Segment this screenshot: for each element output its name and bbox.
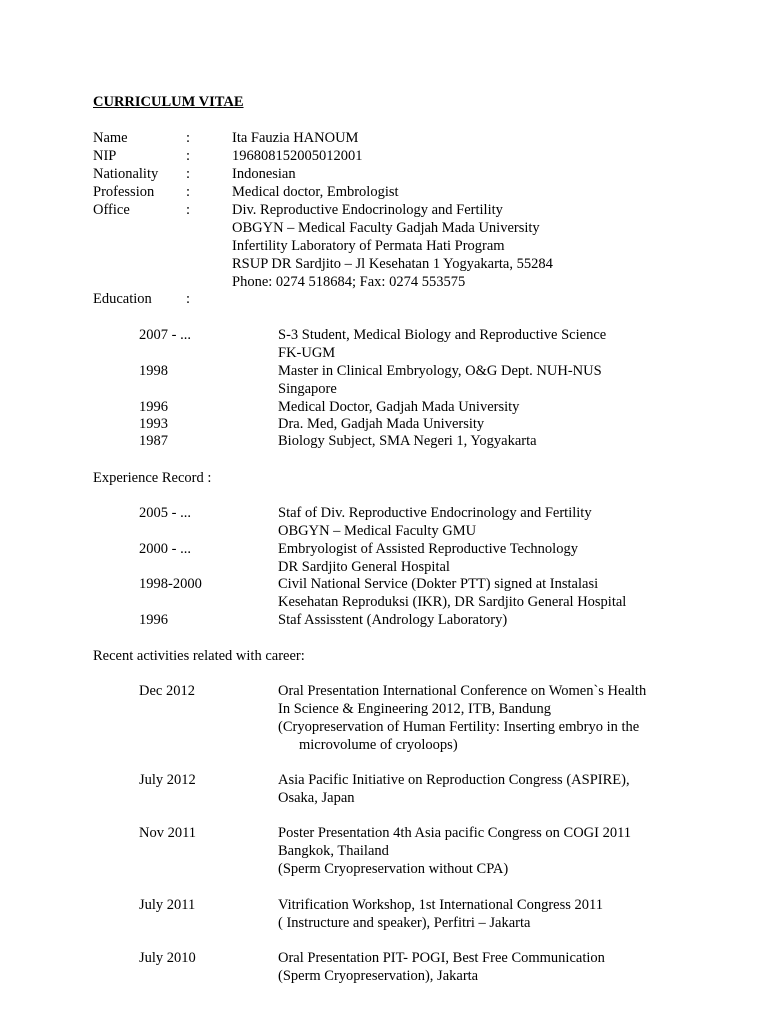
education-line: Dra. Med, Gadjah Mada University bbox=[278, 416, 485, 432]
nationality-colon: : bbox=[186, 166, 191, 182]
experience-line: Staf of Div. Reproductive Endocrinology and Fertility bbox=[278, 505, 592, 521]
education-year: 1993 bbox=[139, 416, 168, 432]
education-line: Biology Subject, SMA Negeri 1, Yogyakarta bbox=[278, 433, 537, 449]
education-year: 1987 bbox=[139, 433, 168, 449]
activity-date: July 2012 bbox=[139, 772, 196, 788]
experience-line: OBGYN – Medical Faculty GMU bbox=[278, 523, 477, 539]
activity-date: July 2011 bbox=[139, 897, 196, 913]
activity-line: microvolume of cryoloops) bbox=[299, 737, 458, 753]
education-year: 1998 bbox=[139, 363, 168, 379]
education-line: Master in Clinical Embryology, O&G Dept. NUH-NUS bbox=[278, 363, 602, 379]
activities-heading: Recent activities related with career: bbox=[93, 648, 305, 664]
activity-line: In Science & Engineering 2012, ITB, Bandung bbox=[278, 701, 552, 717]
experience-year: 1998-2000 bbox=[139, 576, 202, 592]
activity-line: Oral Presentation PIT- POGI, Best Free Communication bbox=[278, 950, 605, 966]
activity-line: Asia Pacific Initiative on Reproduction Congress (ASPIRE), bbox=[278, 772, 630, 788]
nationality-label: Nationality bbox=[93, 166, 159, 182]
education-line: Singapore bbox=[278, 381, 337, 397]
experience-heading: Experience Record : bbox=[93, 470, 212, 486]
activity-line: (Sperm Cryopreservation without CPA) bbox=[278, 861, 509, 877]
profession-value: Medical doctor, Embrologist bbox=[232, 184, 399, 200]
experience-line: Civil National Service (Dokter PTT) signed at Instalasi bbox=[278, 576, 599, 592]
activity-date: Nov 2011 bbox=[139, 825, 197, 841]
activity-line: Oral Presentation International Conference on Women`s Health bbox=[278, 683, 647, 699]
document-title: CURRICULUM VITAE bbox=[93, 94, 244, 110]
activity-line: ( Instructure and speaker), Perfitri – Jakarta bbox=[278, 915, 531, 931]
experience-year: 1996 bbox=[139, 612, 168, 628]
education-heading: Education bbox=[93, 291, 152, 307]
experience-line: Embryologist of Assisted Reproductive Technology bbox=[278, 541, 578, 557]
office-line: Infertility Laboratory of Permata Hati Program bbox=[232, 238, 505, 254]
education-year: 2007 - ... bbox=[139, 327, 191, 343]
activity-line: Poster Presentation 4th Asia pacific Congress on COGI 2011 bbox=[278, 825, 632, 841]
name-colon: : bbox=[186, 130, 191, 146]
activity-line: (Cryopreservation of Human Fertility: Inserting embryo in the bbox=[278, 719, 640, 735]
office-line: Div. Reproductive Endocrinology and Fertility bbox=[232, 202, 503, 218]
experience-year: 2005 - ... bbox=[139, 505, 191, 521]
activity-line: (Sperm Cryopreservation), Jakarta bbox=[278, 968, 479, 984]
activity-line: Osaka, Japan bbox=[278, 790, 355, 806]
activity-line: Vitrification Workshop, 1st International Congress 2011 bbox=[278, 897, 603, 913]
nationality-value: Indonesian bbox=[232, 166, 296, 182]
profession-colon: : bbox=[186, 184, 191, 200]
experience-line: DR Sardjito General Hospital bbox=[278, 559, 450, 575]
office-label: Office bbox=[93, 202, 130, 218]
experience-line: Kesehatan Reproduksi (IKR), DR Sardjito General Hospital bbox=[278, 594, 627, 610]
education-year: 1996 bbox=[139, 399, 168, 415]
activity-date: July 2010 bbox=[139, 950, 196, 966]
education-line: Medical Doctor, Gadjah Mada University bbox=[278, 399, 520, 415]
office-colon: : bbox=[186, 202, 191, 218]
experience-line: Staf Assisstent (Andrology Laboratory) bbox=[278, 612, 508, 628]
nip-value: 196808152005012001 bbox=[232, 148, 363, 164]
activity-line: Bangkok, Thailand bbox=[278, 843, 389, 859]
education-colon: : bbox=[186, 291, 191, 307]
activity-date: Dec 2012 bbox=[139, 683, 195, 699]
experience-year: 2000 - ... bbox=[139, 541, 191, 557]
name-value: Ita Fauzia HANOUM bbox=[232, 130, 359, 146]
name-label: Name bbox=[93, 130, 128, 146]
nip-label: NIP bbox=[93, 148, 117, 164]
education-line: S-3 Student, Medical Biology and Reproductive Science bbox=[278, 327, 607, 343]
education-line: FK-UGM bbox=[278, 345, 336, 361]
office-phone: Phone: 0274 518684; Fax: 0274 553575 bbox=[232, 274, 466, 290]
profession-label: Profession bbox=[93, 184, 155, 200]
nip-colon: : bbox=[186, 148, 191, 164]
office-line: RSUP DR Sardjito – Jl Kesehatan 1 Yogyakarta, 55284 bbox=[232, 256, 553, 272]
office-line: OBGYN – Medical Faculty Gadjah Mada University bbox=[232, 220, 540, 236]
